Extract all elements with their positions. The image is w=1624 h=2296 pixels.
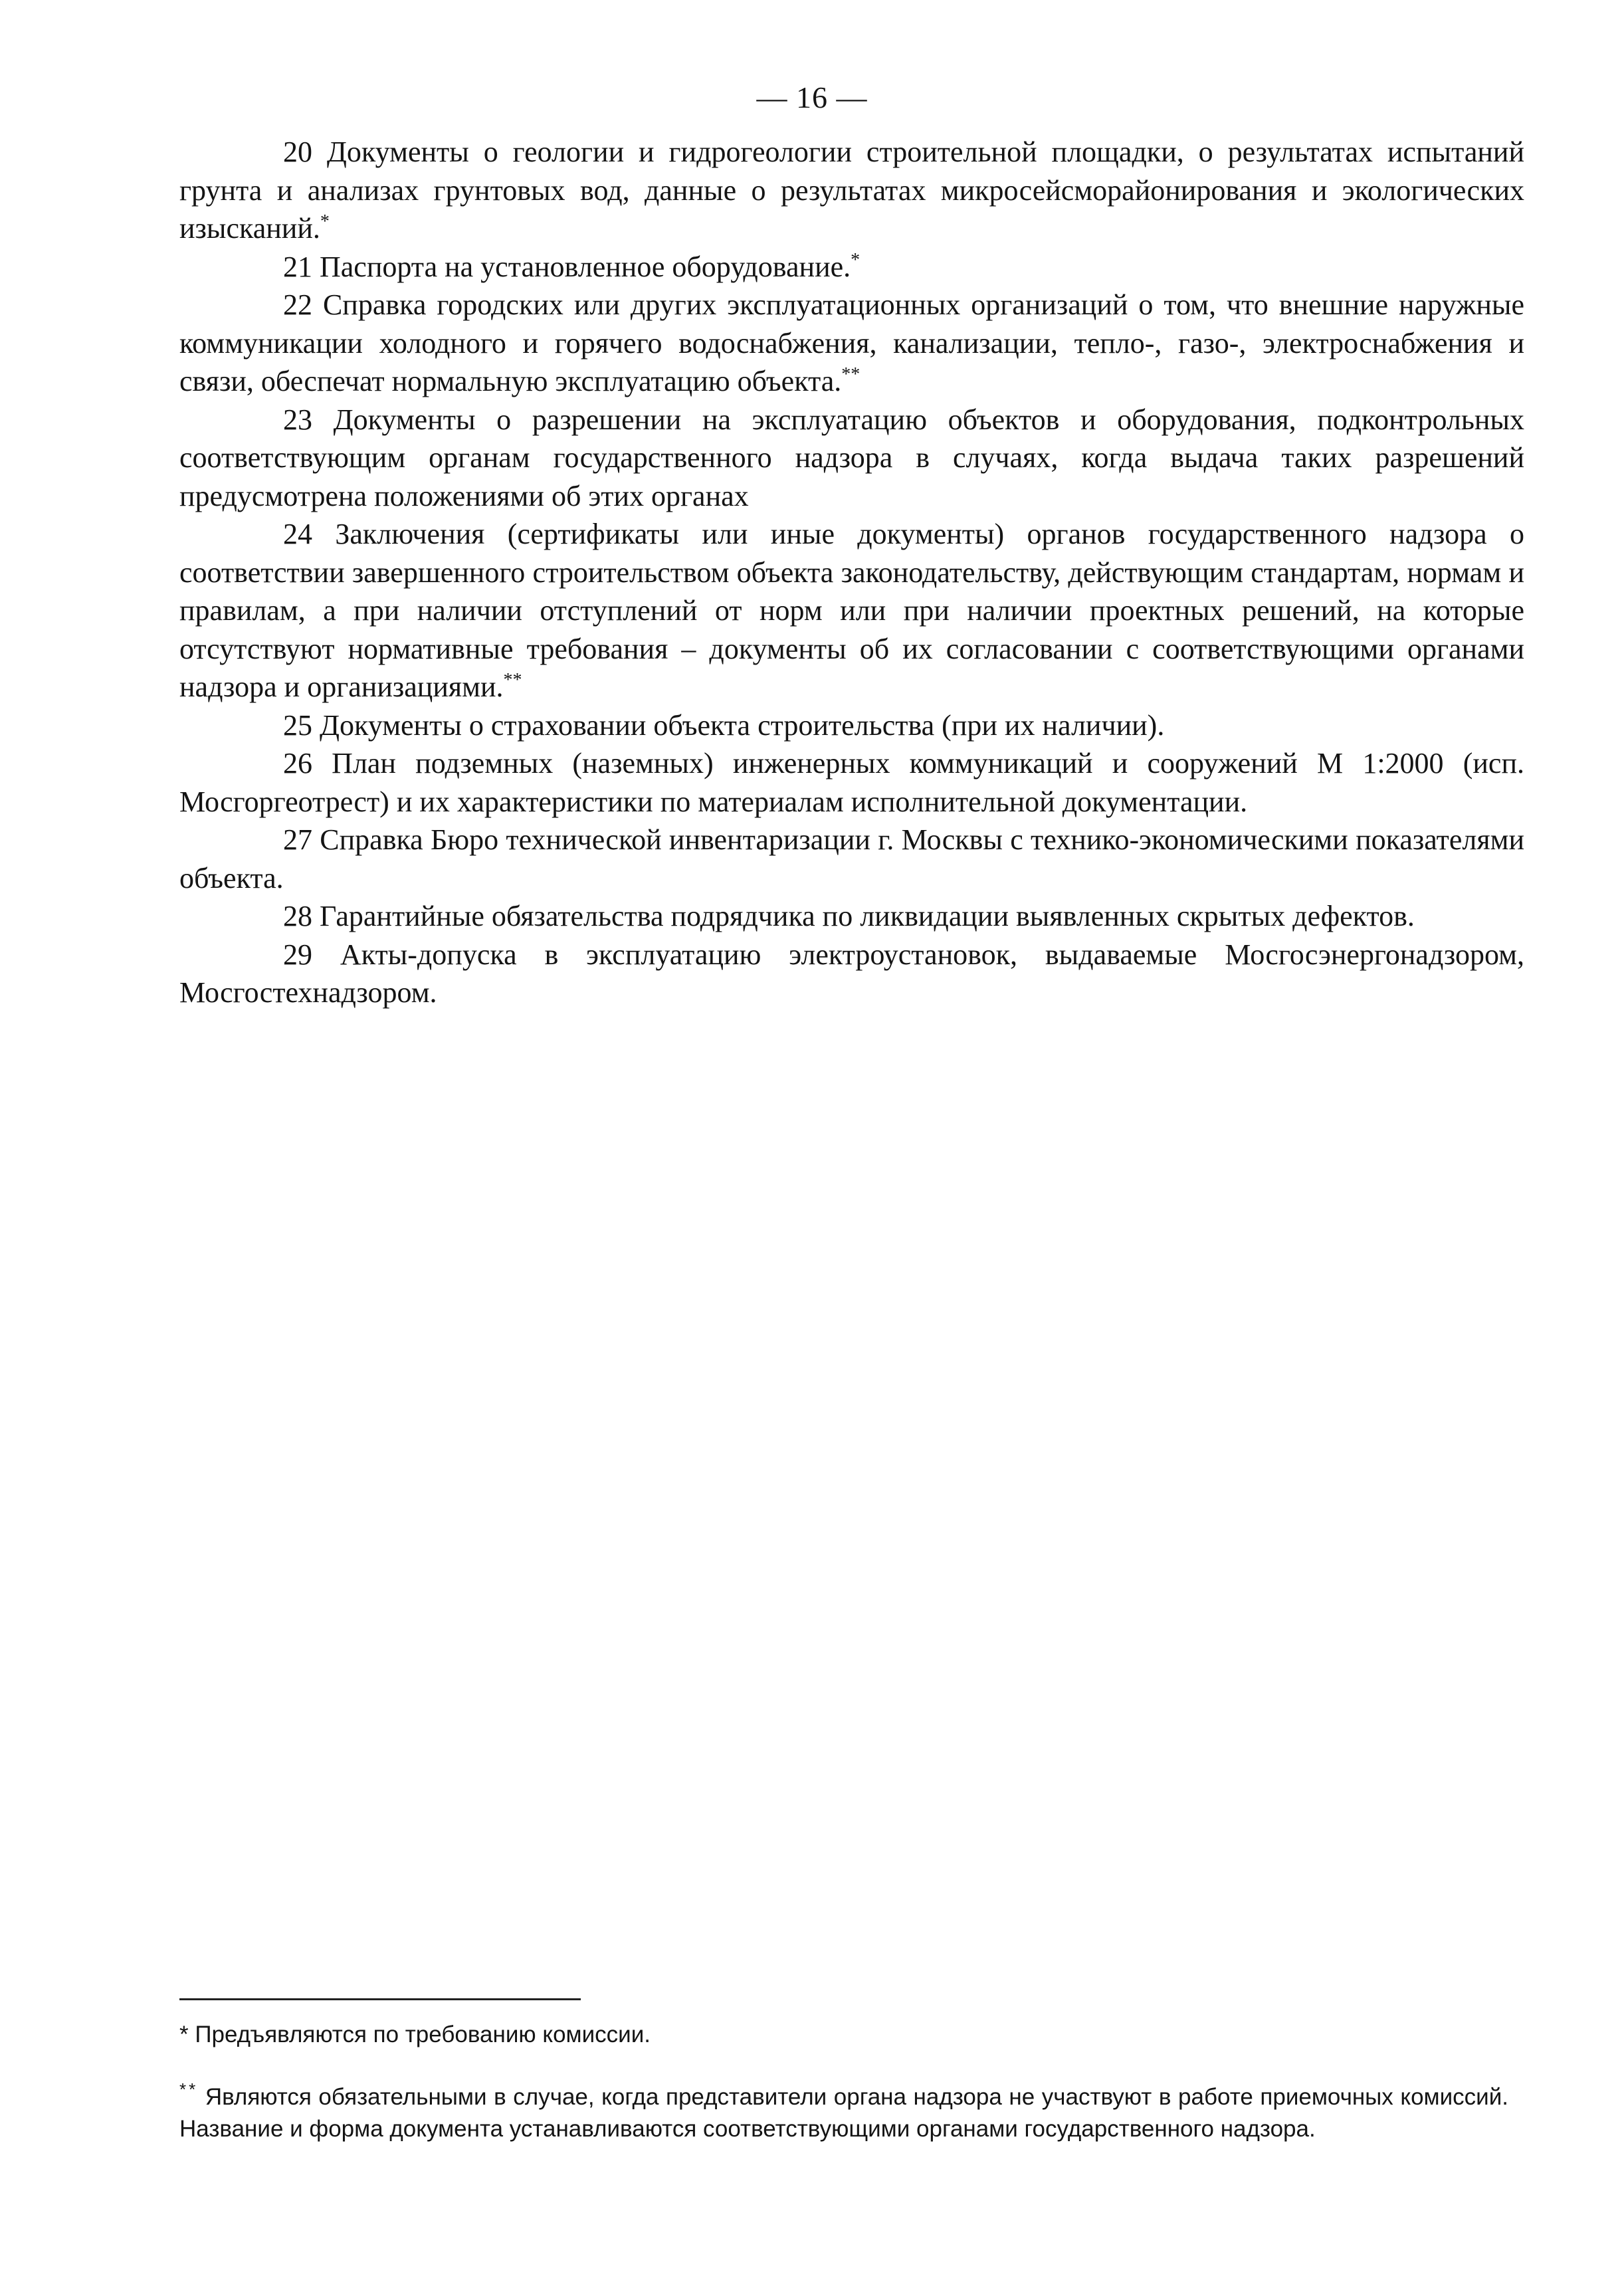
list-item-22: [179, 286, 1524, 401]
item-text: 27 Справка Бюро технической инвентаризации г. Москвы с технико-экономическими показателями объекта.: [179, 823, 1524, 894]
footnote-separator: [179, 1998, 581, 2000]
list-item-24: [179, 515, 1524, 706]
footnote-marker: **: [179, 2079, 199, 2099]
footnote-single-asterisk: [179, 2019, 1508, 2051]
item-text: 20 Документы о геологии и гидрогеологии строительной площадки, о результатах испытаний грунта и анализах грунтовых вод, данные о результатах микросейсморайонирования и экологических изысканий.: [179, 136, 1524, 245]
item-text: 24 Заключения (сертификаты или иные документы) органов государственного надзора о соответствии завершенного строительством объекта законодательству, действующим стандартам, нормам и правилам, а при наличии отступлений от норм или при наличии проектных решений, на которые отсутствуют нормативные требования – документы об их согласовании с соответствующими органами надзора и организациями.: [179, 518, 1524, 703]
list-item-26: [179, 744, 1524, 821]
item-text: 21 Паспорта на установленное оборудование.: [283, 250, 851, 283]
list-item-25: [179, 706, 1524, 745]
document-body: [179, 133, 1524, 1012]
footnote-marker: *: [179, 2022, 189, 2047]
item-text: 26 План подземных (наземных) инженерных коммуникаций и сооружений М 1:2000 (исп. Мосгоргеотрест) и их характеристики по материалам исполнительной документации.: [179, 747, 1524, 818]
footnotes: [179, 2019, 1508, 2145]
footnote-text: Являются обязательными в случае, когда представители органа надзора не участвуют в работе приемочных комиссий. Название и форма документа устанавливаются соответствующими органами государственного надзора.: [179, 2084, 1508, 2142]
footnote-mark: **: [503, 670, 522, 690]
item-text: 29 Акты-допуска в эксплуатацию электроустановок, выдаваемые Мосгосэнергонадзором, Мосгостехнадзором.: [179, 938, 1524, 1009]
footnote-mark: **: [841, 364, 861, 385]
list-item-28: [179, 897, 1524, 936]
list-item-29: [179, 936, 1524, 1012]
footnote-mark: *: [851, 249, 861, 270]
item-text: 28 Гарантийные обязательства подрядчика по ликвидации выявленных скрытых дефектов.: [283, 900, 1415, 932]
footnote-double-asterisk: [179, 2073, 1508, 2145]
item-text: 25 Документы о страховании объекта строительства (при их наличии).: [283, 708, 1165, 742]
list-item-27: [179, 821, 1524, 897]
list-item-23: [179, 401, 1524, 516]
list-item-21: [179, 248, 1524, 286]
list-item-20: [179, 133, 1524, 248]
page-number: — 16 —: [756, 80, 868, 114]
item-text: 22 Справка городских или других эксплуатационных организаций о том, что внешние наружные коммуникации холодного и горячего водоснабжения, канализации, тепло-, газо-, электроснабжения и связи, обеспечат нормальную эксплуатацию объекта.: [179, 288, 1524, 397]
footnote-text: Предъявляются по требованию комиссии.: [195, 2022, 651, 2047]
footnote-mark: *: [320, 211, 330, 232]
item-text: 23 Документы о разрешении на эксплуатацию объектов и оборудования, подконтрольных соответствующим органам государственного надзора в случаях, когда выдача таких разрешений предусмотрена положениями об этих органах: [179, 403, 1524, 512]
